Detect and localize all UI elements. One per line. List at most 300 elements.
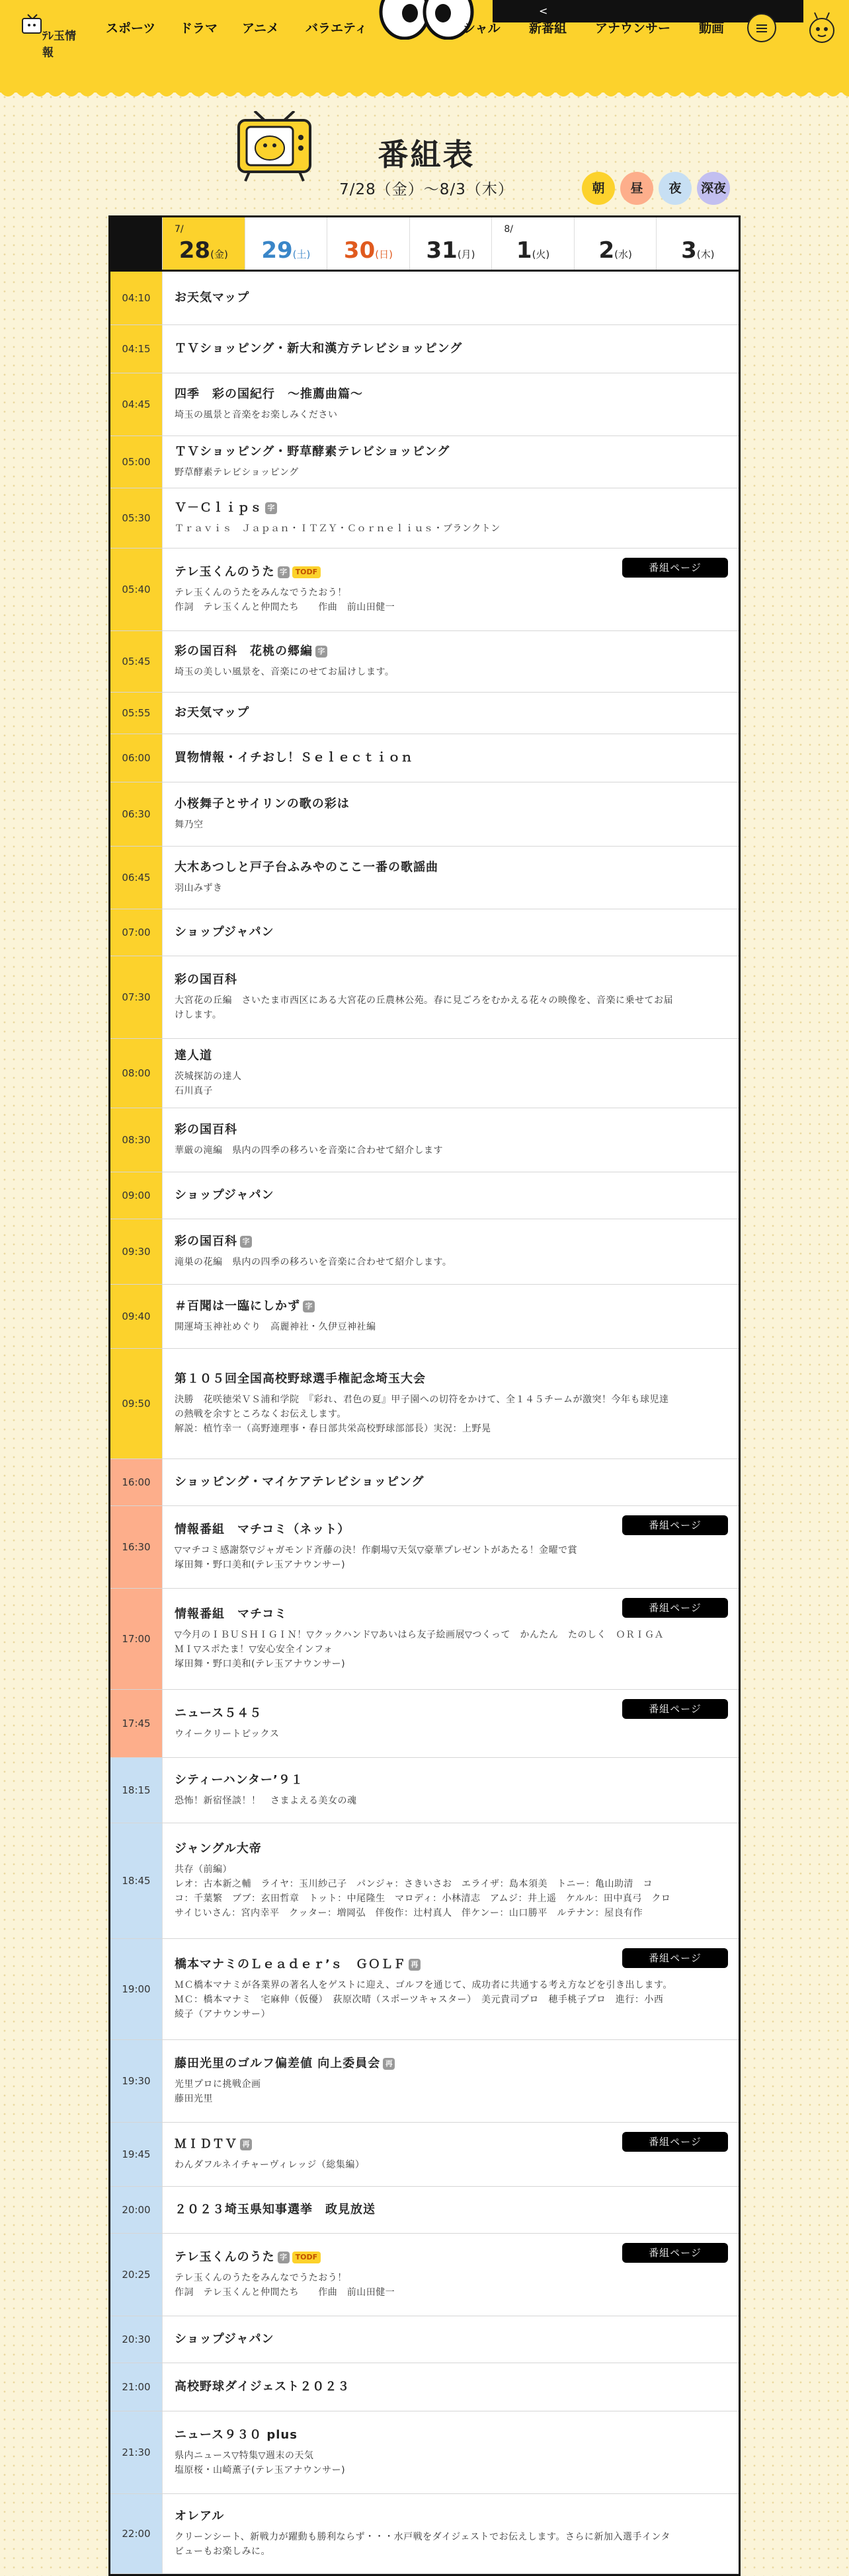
program-badge: 字 xyxy=(315,646,327,658)
program-time: 09:00 xyxy=(110,1172,163,1219)
program-page-button[interactable]: 番組ページ xyxy=(622,1699,728,1719)
nav-special[interactable]: シャル xyxy=(463,21,501,36)
program-description-line: 舞乃空 xyxy=(175,819,204,830)
program-row xyxy=(110,2494,739,2574)
program-time: 19:45 xyxy=(110,2123,163,2186)
day-label xyxy=(492,237,574,264)
day-tab-30[interactable] xyxy=(327,217,409,270)
day-label xyxy=(657,237,739,264)
mascot-character-icon[interactable] xyxy=(805,11,838,46)
program-row xyxy=(110,1285,739,1349)
program-description xyxy=(175,2077,727,2106)
program-time: 04:45 xyxy=(110,373,163,436)
tv-mascot-icon xyxy=(235,111,314,184)
day-number: 3 xyxy=(681,237,697,264)
program-title-text[interactable]: オレアル xyxy=(175,2509,225,2523)
program-title[interactable] xyxy=(175,796,727,812)
program-row xyxy=(110,2040,739,2123)
program-list xyxy=(110,272,739,2574)
program-row xyxy=(110,2316,739,2363)
program-description-line: けします。 xyxy=(175,1010,222,1020)
program-info xyxy=(163,2234,739,2316)
program-title[interactable] xyxy=(175,925,727,940)
program-info xyxy=(163,734,739,782)
program-title-text[interactable]: 彩の国百科 xyxy=(175,973,237,987)
program-row xyxy=(110,909,739,956)
program-description xyxy=(175,521,727,536)
program-time: 04:10 xyxy=(110,272,163,324)
program-title-text[interactable]: 大木あつしと戸子台ふみやのここ一番の歌謡曲 xyxy=(175,860,438,874)
program-badge: 再 xyxy=(383,2058,395,2070)
program-row xyxy=(110,2411,739,2494)
program-title[interactable] xyxy=(175,500,727,516)
program-description-line: ＭＩ▽スポたま！▽安心安全インフォ xyxy=(175,1644,333,1655)
program-time: 20:00 xyxy=(110,2187,163,2233)
program-title-text[interactable]: 高校野球ダイジェスト２０２３ xyxy=(175,2380,350,2394)
program-row xyxy=(110,1039,739,1108)
program-info xyxy=(163,2123,739,2186)
program-description-line: 解説：植竹幸一（高野連理事・春日部共栄高校野球部部長）実況：上野晃 xyxy=(175,1423,491,1434)
program-description-line: 開運埼玉神社めぐり 高麗神社・久伊豆神社編 xyxy=(175,1322,376,1332)
tod-day-button[interactable]: 昼 xyxy=(620,172,653,205)
program-description xyxy=(175,1727,727,1741)
program-title[interactable] xyxy=(175,705,727,721)
program-title-text[interactable]: ＴＶショッピング・新大和漢方テレビショッピング xyxy=(175,342,463,356)
program-row xyxy=(110,2187,739,2234)
program-info xyxy=(163,325,739,373)
program-time: 06:45 xyxy=(110,847,163,909)
day-label xyxy=(245,237,327,264)
tod-late-night-button[interactable]: 深夜 xyxy=(697,172,730,205)
program-row xyxy=(110,1589,739,1690)
program-schedule-table xyxy=(108,215,741,2576)
program-description xyxy=(175,2271,727,2300)
program-page-button[interactable]: 番組ページ xyxy=(622,2243,728,2263)
program-description-line: 作詞 テレ玉くんと仲間たち 作曲 前山田健一 xyxy=(175,2287,395,2298)
program-title[interactable] xyxy=(175,2202,727,2218)
program-description-line: 共存（前編） xyxy=(175,1864,232,1875)
program-time: 06:00 xyxy=(110,734,163,782)
nav-new-programs[interactable]: 新番組 xyxy=(529,21,567,36)
program-description xyxy=(175,1320,727,1334)
program-info xyxy=(163,2363,739,2411)
program-description xyxy=(175,1794,727,1808)
program-title-text[interactable]: 橋本マナミのＬｅａｄｅｒ’ｓ ＧＯＬＦ xyxy=(175,1957,406,1971)
program-title[interactable] xyxy=(175,860,727,876)
program-time: 18:45 xyxy=(110,1823,163,1938)
program-description-line: 茨城探訪の達人 xyxy=(175,1071,242,1082)
program-title-text[interactable]: 彩の国百科 xyxy=(175,1234,237,1248)
program-time: 20:25 xyxy=(110,2234,163,2316)
program-row xyxy=(110,782,739,847)
program-badge: 字 xyxy=(278,566,290,578)
program-title[interactable] xyxy=(175,1772,727,1788)
program-description-line: 埼玉の風景と音楽をお楽しみください xyxy=(175,410,338,420)
program-badge-alt: TODF xyxy=(292,2252,321,2263)
program-description-line: 野草酵素テレビショッピング xyxy=(175,467,299,478)
program-description-line: 塚田舞・野口美和(テレ玉アナウンサー) xyxy=(175,1560,346,1570)
nav-video[interactable]: 動画 xyxy=(699,21,725,36)
day-tab-28[interactable] xyxy=(162,217,245,270)
tod-night-button[interactable]: 夜 xyxy=(659,172,692,205)
program-title[interactable] xyxy=(175,2427,727,2443)
program-title-text[interactable]: 情報番組 マチコミ xyxy=(175,1607,288,1621)
site-logo[interactable] xyxy=(20,12,86,59)
program-description-line: ▽今月のＩＢＵＳＨＩＧＩＮ！▽クックハンド▽あいはら友子絵画展▽つくって かんたん たのしく ＯＲＩＧＡ xyxy=(175,1630,664,1640)
program-info xyxy=(163,549,739,630)
program-row xyxy=(110,847,739,909)
program-info xyxy=(163,436,739,488)
program-row xyxy=(110,272,739,325)
program-page-button[interactable]: 番組ページ xyxy=(622,1515,728,1535)
program-title-text[interactable]: シティーハンター’９１ xyxy=(175,1773,303,1787)
program-row xyxy=(110,956,739,1039)
program-title-text[interactable]: ショップジャパン xyxy=(175,925,274,939)
program-badge: 字 xyxy=(265,502,277,514)
program-badge: 字 xyxy=(278,2252,290,2263)
program-description-line: 作詞 テレ玉くんと仲間たち 作曲 前山田健一 xyxy=(175,602,395,613)
program-description xyxy=(175,2158,727,2172)
program-title[interactable] xyxy=(175,1299,727,1314)
day-tab-1[interactable] xyxy=(491,217,574,270)
day-number: 29 xyxy=(261,237,293,264)
program-description xyxy=(175,586,727,615)
program-description-line: 塚田舞・野口美和(テレ玉アナウンサー) xyxy=(175,1659,346,1669)
program-info xyxy=(163,2494,739,2573)
program-description-line: ▽マチコミ感謝祭▽ジャガモンド斉藤の決！作劇場▽天気▽豪華プレゼントがあたる！金曜で賞 xyxy=(175,1545,578,1556)
day-weekday: (水) xyxy=(614,248,632,260)
program-title-text[interactable]: 四季 彩の国紀行 〜推薦曲篇〜 xyxy=(175,387,363,401)
program-title-text[interactable]: 買物情報・イチおし！Ｓｅｌｅｃｔｉｏｎ xyxy=(175,751,413,765)
program-title-text[interactable]: ショップジャパン xyxy=(175,1188,274,1202)
program-time: 09:50 xyxy=(110,1349,163,1458)
program-description xyxy=(175,993,727,1022)
program-info xyxy=(163,1108,739,1172)
program-time: 05:00 xyxy=(110,436,163,488)
program-description-line: テレ玉くんのうたをみんなでうたおう！ xyxy=(175,587,347,598)
logo-text: ﾃﾚ玉情報 xyxy=(42,30,76,59)
program-time: 05:55 xyxy=(110,693,163,734)
program-title[interactable] xyxy=(175,1122,727,1138)
announcement-arrow[interactable]: < xyxy=(539,5,548,17)
program-title[interactable] xyxy=(175,290,727,306)
program-title-text[interactable]: 情報番組 マチコミ（ネット） xyxy=(175,1523,350,1536)
day-weekday: (木) xyxy=(696,248,715,260)
program-row xyxy=(110,734,739,782)
program-title-text[interactable]: お天気マップ xyxy=(175,291,250,305)
program-title[interactable] xyxy=(175,444,727,460)
program-row xyxy=(110,488,739,549)
program-title-text[interactable]: ＴＶショッピング・野草酵素テレビショッピング xyxy=(175,445,450,459)
program-description-line: 滝巣の花編 県内の四季の移ろいを音楽に合わせて紹介します。 xyxy=(175,1257,452,1268)
program-description-line: 塩原桜・山崎薫子(テレ玉アナウンサー) xyxy=(175,2465,346,2476)
program-info xyxy=(163,909,739,956)
day-month: 8/ xyxy=(504,224,513,235)
program-description-line: 羽山みずき xyxy=(175,883,223,893)
program-info xyxy=(163,1039,739,1108)
program-title-text[interactable]: 第１０５回全国高校野球選手権記念埼玉大会 xyxy=(175,1372,426,1386)
program-title-text[interactable]: Ｖ－Ｃｌｉｐｓ xyxy=(175,501,263,515)
program-title-text[interactable]: ＭＩＤＴＶ xyxy=(175,2137,237,2151)
program-row xyxy=(110,1108,739,1172)
day-number: 30 xyxy=(343,237,376,264)
program-title[interactable] xyxy=(175,1474,727,1490)
program-title[interactable] xyxy=(175,750,727,766)
program-info xyxy=(163,847,739,909)
program-info xyxy=(163,782,739,846)
program-title-text[interactable]: ニュース５４５ xyxy=(175,1706,263,1720)
program-title-text[interactable]: ニュース９３０ plus xyxy=(175,2428,298,2442)
program-title-text[interactable]: 藤田光里のゴルフ偏差値 向上委員会 xyxy=(175,2057,381,2070)
program-title-text[interactable]: ジャングル大帝 xyxy=(175,1842,262,1856)
day-label xyxy=(410,237,492,264)
menu-icon xyxy=(748,15,775,41)
program-description-line: 光里プロに挑戦企画 xyxy=(175,2079,261,2090)
program-description-line: 決勝 花咲徳栄ＶＳ浦和学院 『彩れ、君色の夏』甲子園への切符をかけて、全１４５チームが激突！今年も球児達 xyxy=(175,1394,669,1405)
program-page-button[interactable]: 番組ページ xyxy=(622,558,728,578)
program-time: 19:00 xyxy=(110,1939,163,2039)
program-description xyxy=(175,665,727,679)
program-row xyxy=(110,2123,739,2187)
program-row xyxy=(110,1690,739,1758)
program-description-line: 綾子（アナウンサー） xyxy=(175,2009,270,2020)
program-row xyxy=(110,1219,739,1285)
day-month: 7/ xyxy=(175,224,184,235)
program-info xyxy=(163,1349,739,1458)
program-info xyxy=(163,272,739,324)
program-description-line: レオ：古本新之輔 ライヤ：玉川紗己子 パンジャ：さきいさお エライザ：島本須美 トニー：亀山助清 コ xyxy=(175,1879,653,1889)
program-description-line: 華厳の滝編 県内の四季の移ろいを音楽に合わせて紹介します xyxy=(175,1145,443,1156)
date-range: 7/28（金）～8/3（木） xyxy=(339,181,514,198)
day-weekday: (月) xyxy=(457,248,475,260)
program-time: 21:00 xyxy=(110,2363,163,2411)
program-row xyxy=(110,436,739,488)
day-number: 1 xyxy=(516,237,532,264)
mascot-eyes-icon xyxy=(377,0,476,40)
program-description xyxy=(175,2530,727,2559)
program-page-button[interactable]: 番組ページ xyxy=(622,2132,728,2152)
program-row xyxy=(110,1506,739,1589)
program-description xyxy=(175,408,727,422)
program-row xyxy=(110,1758,739,1823)
program-description-line: サイじいさん：宮内幸平 クッター：増岡弘 伴俊作：辻村真人 伴ケンー：山口勝平 ルテナン：屋良有作 xyxy=(175,1908,643,1918)
program-info xyxy=(163,1459,739,1505)
program-row xyxy=(110,1172,739,1219)
program-description-line: 恐怖！新宿怪談！！ さまよえる美女の魂 xyxy=(175,1796,357,1806)
program-description xyxy=(175,817,727,832)
program-title[interactable] xyxy=(175,341,727,357)
program-title-text[interactable]: 彩の国百科 xyxy=(175,1123,237,1137)
program-title[interactable] xyxy=(175,387,727,402)
program-time: 05:30 xyxy=(110,488,163,548)
program-time: 17:45 xyxy=(110,1690,163,1757)
program-row xyxy=(110,631,739,693)
day-weekday: (日) xyxy=(375,248,393,260)
day-row-corner xyxy=(110,217,162,270)
program-description-line: クリーンシート、新戦力が躍動も勝利ならず・・・水戸戦をダイジェストでお伝えします。さらに新加入選手インタ xyxy=(175,2532,670,2542)
nav-announcers[interactable]: アナウンサー xyxy=(595,21,671,36)
nav-variety[interactable]: バラエティ xyxy=(305,21,368,36)
program-title[interactable] xyxy=(175,644,727,660)
program-info xyxy=(163,2040,739,2122)
day-tab-29[interactable] xyxy=(245,217,327,270)
program-description xyxy=(175,1978,727,2022)
program-time: 08:00 xyxy=(110,1039,163,1108)
program-title-text[interactable]: お天気マップ xyxy=(175,706,250,720)
program-row xyxy=(110,1459,739,1506)
program-title[interactable] xyxy=(175,2379,727,2395)
program-time: 19:30 xyxy=(110,2040,163,2122)
program-info xyxy=(163,1506,739,1588)
program-row xyxy=(110,2363,739,2411)
program-title-text[interactable]: 小桜舞子とサイリンの歌の彩は xyxy=(175,797,350,811)
program-description-line: Ｔｒａｖｉｓ Ｊａｐａｎ・ＩＴＺＹ・Ｃｏｒｎｅｌｉｕｓ・ブランクトン xyxy=(175,523,501,534)
program-title[interactable] xyxy=(175,1371,727,1387)
program-title-text[interactable]: 彩の国百科 花桃の郷編 xyxy=(175,644,313,658)
program-description-line: 県内ニュース▽特集▽週末の天気 xyxy=(175,2450,314,2461)
program-title-text[interactable]: テレ玉くんのうた xyxy=(175,2250,275,2264)
program-title-text[interactable]: ２０２３埼玉県知事選挙 政見放送 xyxy=(175,2203,376,2216)
program-description-line: の熱戦を余すところなくお伝えします。 xyxy=(175,1409,346,1420)
day-weekday: (金) xyxy=(210,248,228,260)
program-row xyxy=(110,373,739,436)
program-description-line: テレ玉くんのうたをみんなでうたおう！ xyxy=(175,2273,347,2283)
program-info xyxy=(163,1589,739,1689)
program-info xyxy=(163,693,739,734)
program-description-line: 大宮花の丘編 さいたま市西区にある大宮花の丘農林公苑。春に見ごろをむかえる花々の映像を、音楽に乗せてお届 xyxy=(175,995,673,1006)
program-time: 08:30 xyxy=(110,1108,163,1172)
day-weekday: (火) xyxy=(532,248,550,260)
program-time: 05:40 xyxy=(110,549,163,630)
program-description xyxy=(175,1069,727,1098)
program-badge: 再 xyxy=(240,2139,252,2150)
program-description xyxy=(175,1255,727,1269)
program-title-text[interactable]: ショッピング・マイケアテレビショッピング xyxy=(175,1475,425,1489)
program-description xyxy=(175,881,727,895)
program-badge: 再 xyxy=(409,1959,421,1971)
program-info xyxy=(163,1939,739,2039)
program-title-text[interactable]: ショップジャパン xyxy=(175,2332,274,2346)
program-time: 09:40 xyxy=(110,1285,163,1348)
program-title-text[interactable]: ＃百聞は一臨にしかず xyxy=(175,1299,300,1313)
program-time: 16:30 xyxy=(110,1506,163,1588)
program-row xyxy=(110,325,739,373)
day-label xyxy=(327,237,409,264)
program-info xyxy=(163,956,739,1038)
program-info xyxy=(163,2316,739,2363)
program-badge-alt: TODF xyxy=(292,566,321,578)
nav-anime[interactable]: アニメ xyxy=(242,21,280,36)
program-description xyxy=(175,1862,727,1920)
program-time: 07:30 xyxy=(110,956,163,1038)
program-description xyxy=(175,1628,727,1671)
program-title[interactable] xyxy=(175,2509,727,2524)
program-row xyxy=(110,1823,739,1939)
program-description-line: わんダフルネイチャーヴィレッジ（総集編） xyxy=(175,2160,365,2170)
program-page-button[interactable]: 番組ページ xyxy=(622,1948,728,1968)
day-number: 2 xyxy=(598,237,615,264)
program-info xyxy=(163,2187,739,2233)
program-description-line: ＭＣ：橋本マナミ 宅麻伸（仮優） 荻原次晴（スポーツキャスター） 美元貴司プロ 穂手桃子プロ 進行：小西 xyxy=(175,1994,664,2005)
nav-sports[interactable]: スポーツ xyxy=(106,21,156,36)
program-info xyxy=(163,2411,739,2493)
program-info xyxy=(163,631,739,692)
program-title[interactable] xyxy=(175,2056,727,2072)
nav-drama[interactable]: ドラマ xyxy=(180,21,218,36)
program-time: 05:45 xyxy=(110,631,163,692)
program-title-text[interactable]: 達人道 xyxy=(175,1049,212,1063)
program-row xyxy=(110,1349,739,1459)
program-badge: 字 xyxy=(303,1301,315,1312)
program-title[interactable] xyxy=(175,1188,727,1203)
program-time: 06:30 xyxy=(110,782,163,846)
program-description xyxy=(175,465,727,480)
program-description-line: 藤田光里 xyxy=(175,2094,213,2104)
day-number: 31 xyxy=(426,237,458,264)
day-label xyxy=(163,237,245,264)
program-title[interactable] xyxy=(175,972,727,988)
program-description xyxy=(175,1543,727,1572)
page-title: 番組表 xyxy=(378,137,475,172)
program-description-line: ビューもお楽しみに。 xyxy=(175,2546,270,2557)
program-description xyxy=(175,1392,727,1436)
program-row xyxy=(110,1939,739,2040)
program-time: 16:00 xyxy=(110,1459,163,1505)
program-description xyxy=(175,1143,727,1158)
program-time: 18:15 xyxy=(110,1758,163,1823)
program-time: 07:00 xyxy=(110,909,163,956)
program-row xyxy=(110,2234,739,2316)
day-label xyxy=(575,237,657,264)
program-title-text[interactable]: テレ玉くんのうた xyxy=(175,565,275,579)
program-title[interactable] xyxy=(175,1234,727,1250)
program-description xyxy=(175,2448,727,2478)
program-time: 04:15 xyxy=(110,325,163,373)
tod-morning-button[interactable]: 朝 xyxy=(582,172,615,205)
program-row xyxy=(110,693,739,734)
program-description-line: コ：千葉繁 ブブ：玄田哲章 トット：中尾隆生 マロディ：小林清志 アムジ：井上遥 ケルル：田中真弓 クロ xyxy=(175,1893,671,1904)
program-description-line: 埼玉の美しい風景を、音楽にのせてお届けします。 xyxy=(175,667,395,677)
day-selector xyxy=(110,217,739,272)
day-tab-2[interactable] xyxy=(574,217,657,270)
program-title[interactable] xyxy=(175,1048,727,1064)
program-info xyxy=(163,1690,739,1757)
site-header xyxy=(0,0,849,93)
program-page-button[interactable]: 番組ページ xyxy=(622,1598,728,1618)
day-number: 28 xyxy=(179,237,211,264)
program-info xyxy=(163,1823,739,1938)
menu-button[interactable] xyxy=(747,13,776,42)
program-info xyxy=(163,1758,739,1823)
day-tab-31[interactable] xyxy=(409,217,492,270)
program-time: 22:00 xyxy=(110,2494,163,2573)
header-wave-divider xyxy=(0,79,849,102)
program-row xyxy=(110,549,739,631)
program-time: 21:30 xyxy=(110,2411,163,2493)
program-time: 17:00 xyxy=(110,1589,163,1689)
program-info xyxy=(163,1172,739,1219)
program-time: 20:30 xyxy=(110,2316,163,2363)
program-title[interactable] xyxy=(175,1841,727,1857)
program-title[interactable] xyxy=(175,2331,727,2347)
program-description-line: ＭＣ橋本マナミが各業界の著名人をゲストに迎え、ゴルフを通じて、成功者に共通する考え方などを引き出します。 xyxy=(175,1980,672,1990)
program-info xyxy=(163,1285,739,1348)
program-info xyxy=(163,1219,739,1284)
day-tab-3[interactable] xyxy=(656,217,739,270)
program-description-line: ウイークリートピックス xyxy=(175,1729,280,1739)
program-badge: 字 xyxy=(240,1236,252,1248)
program-info xyxy=(163,488,739,548)
